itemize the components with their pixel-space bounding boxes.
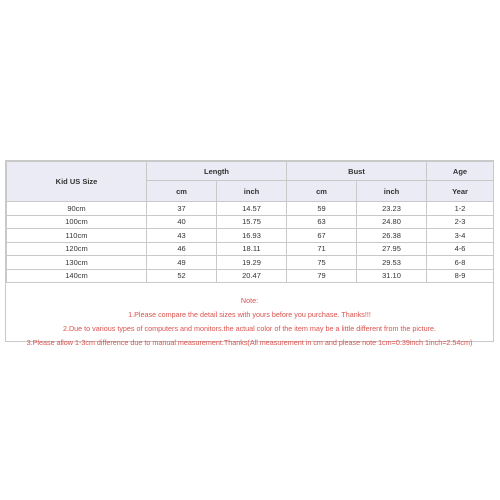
age-cell: 6-8 <box>427 256 494 270</box>
age-cell: 1-2 <box>427 202 494 216</box>
bust-cm-header: cm <box>287 181 357 202</box>
bust-inch-cell: 29.53 <box>357 256 427 270</box>
size-cell: 100cm <box>7 215 147 229</box>
size-cell: 140cm <box>7 269 147 283</box>
length-cm-cell: 40 <box>147 215 217 229</box>
size-cell: 90cm <box>7 202 147 216</box>
bust-inch-header: inch <box>357 181 427 202</box>
age-cell: 8-9 <box>427 269 494 283</box>
note-title: Note: <box>240 296 259 305</box>
length-cm-header: cm <box>147 181 217 202</box>
length-cm-cell: 43 <box>147 229 217 243</box>
length-cm-cell: 52 <box>147 269 217 283</box>
age-cell: 3-4 <box>427 229 494 243</box>
year-header: Year <box>427 181 494 202</box>
bust-cm-cell: 59 <box>287 202 357 216</box>
header-row-main <box>7 162 494 181</box>
size-table <box>6 161 494 283</box>
size-cell: 110cm <box>7 229 147 243</box>
bust-inch-cell: 31.10 <box>357 269 427 283</box>
table-row <box>7 229 494 243</box>
table-row <box>7 215 494 229</box>
note-line-2: 2.Due to various types of computers and monitors.the actual color of the item may be a little different from the picture. <box>62 324 436 333</box>
bust-cm-cell: 75 <box>287 256 357 270</box>
size-header: Kid US Size <box>7 162 147 202</box>
length-inch-cell: 18.11 <box>217 242 287 256</box>
age-cell: 4-6 <box>427 242 494 256</box>
table-row <box>7 202 494 216</box>
length-cm-cell: 37 <box>147 202 217 216</box>
length-inch-cell: 16.93 <box>217 229 287 243</box>
length-cm-cell: 46 <box>147 242 217 256</box>
table-row <box>7 242 494 256</box>
bust-inch-cell: 27.95 <box>357 242 427 256</box>
bust-header: Bust <box>287 162 427 181</box>
length-inch-header: inch <box>217 181 287 202</box>
length-cm-cell: 49 <box>147 256 217 270</box>
age-cell: 2-3 <box>427 215 494 229</box>
bust-cm-cell: 79 <box>287 269 357 283</box>
bust-cm-cell: 71 <box>287 242 357 256</box>
length-header: Length <box>147 162 287 181</box>
age-header: Age <box>427 162 494 181</box>
table-row <box>7 256 494 270</box>
note-line-1: 1.Please compare the detail sizes with yours before you purchase. Thanks!!! <box>128 310 371 319</box>
notes-section <box>6 294 493 350</box>
size-chart <box>5 160 494 347</box>
note-line-3: 3.Please allow 1-3cm difference due to manual measurement.Thanks(All measurement in cm and please note 1cm=0.39inch 1inch=2.54cm) <box>26 338 473 347</box>
table-row <box>7 269 494 283</box>
length-inch-cell: 19.29 <box>217 256 287 270</box>
bust-cm-cell: 67 <box>287 229 357 243</box>
bust-inch-cell: 26.38 <box>357 229 427 243</box>
bust-inch-cell: 23.23 <box>357 202 427 216</box>
bust-cm-cell: 63 <box>287 215 357 229</box>
bust-inch-cell: 24.80 <box>357 215 427 229</box>
size-cell: 120cm <box>7 242 147 256</box>
size-cell: 130cm <box>7 256 147 270</box>
length-inch-cell: 20.47 <box>217 269 287 283</box>
length-inch-cell: 15.75 <box>217 215 287 229</box>
length-inch-cell: 14.57 <box>217 202 287 216</box>
